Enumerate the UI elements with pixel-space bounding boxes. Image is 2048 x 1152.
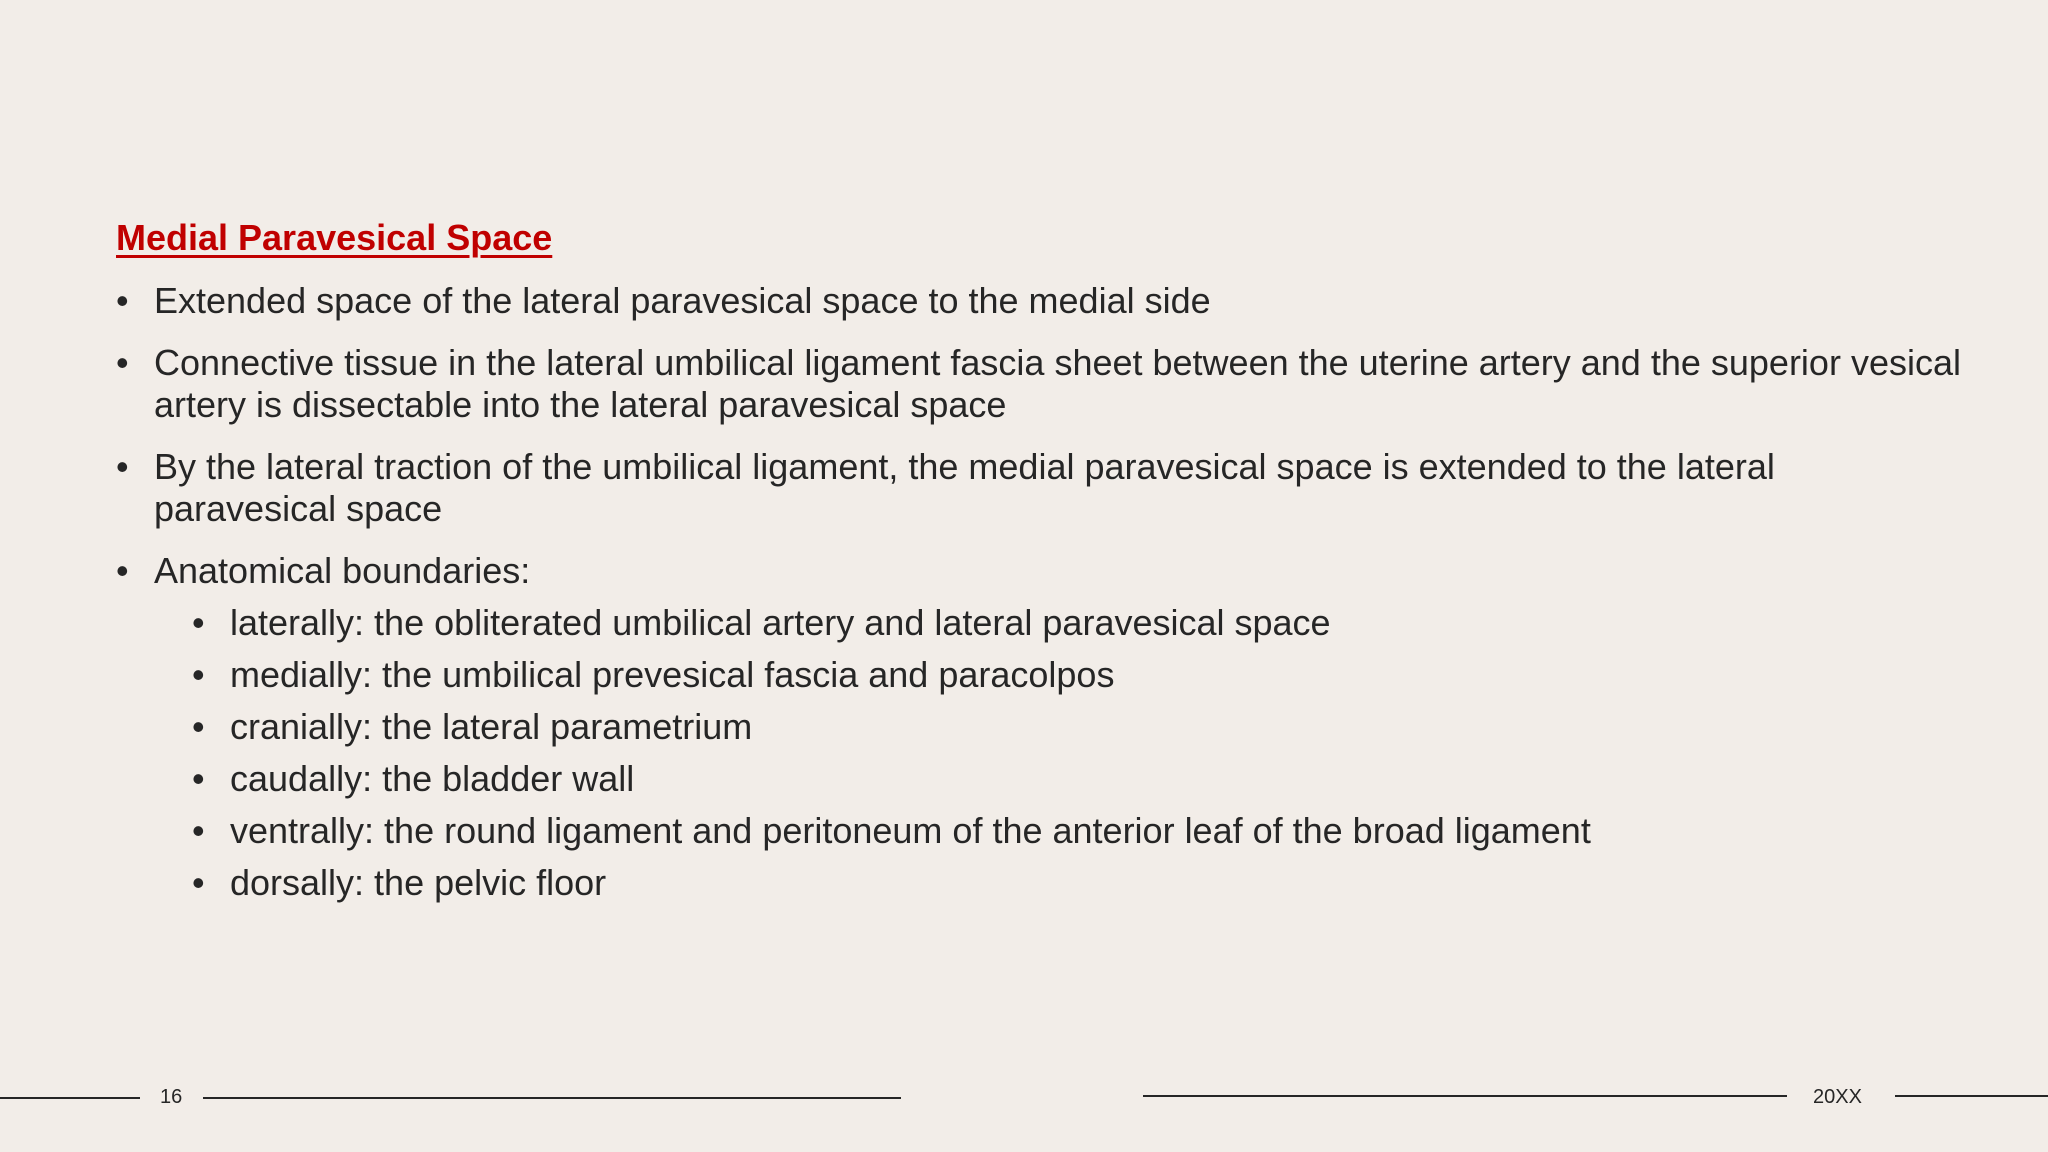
bullet-item: • By the lateral traction of the umbilical ligament, the medial paravesical space is extended to the lateral paravesical space <box>116 446 1966 530</box>
sub-bullet-item: • ventrally: the round ligament and peritoneum of the anterior leaf of the broad ligament <box>192 810 1966 852</box>
bullet-item-label: Anatomical boundaries: <box>154 550 531 591</box>
footer-divider-center-left <box>203 1097 901 1099</box>
bullet-item-boundaries <box>116 550 1966 904</box>
footer-divider-left <box>0 1097 140 1099</box>
bullet-item: • Connective tissue in the lateral umbilical ligament fascia sheet between the uterine artery and the superior vesical artery is dissectable into the lateral paravesical space <box>116 342 1966 426</box>
sub-bullet-list <box>154 602 1966 904</box>
bullet-item: • Extended space of the lateral paravesical space to the medial side <box>116 280 1966 322</box>
sub-bullet-item: • medially: the umbilical prevesical fascia and paracolpos <box>192 654 1966 696</box>
sub-bullet-item: • dorsally: the pelvic floor <box>192 862 1966 904</box>
page-number: 16 <box>160 1086 183 1108</box>
sub-bullet-item: • cranially: the lateral parametrium <box>192 706 1966 748</box>
slide-heading: Medial Paravesical Space <box>116 217 553 258</box>
footer-divider-right <box>1895 1095 2048 1097</box>
footer-divider-center-right <box>1143 1095 1787 1097</box>
sub-bullet-item: • caudally: the bladder wall <box>192 758 1966 800</box>
footer-date: 20XX <box>1813 1086 1862 1108</box>
bullet-list <box>116 280 1966 924</box>
sub-bullet-item: • laterally: the obliterated umbilical artery and lateral paravesical space <box>192 602 1966 644</box>
